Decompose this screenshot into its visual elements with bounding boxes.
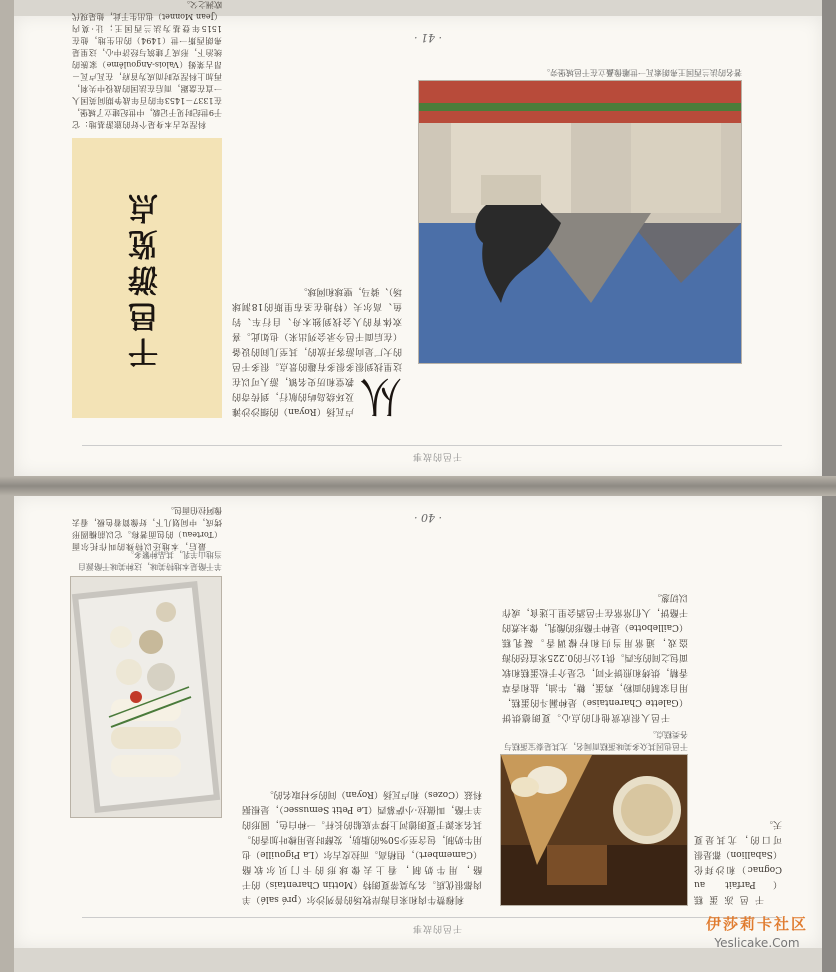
book-gutter [0,476,836,496]
page-40-body [242,526,482,906]
cake-caption: 干邑也因其众多美味蛋糕而闻名，尤其是泰宝蛋糕与各类糕点。 [504,730,688,751]
cheese-platter-image [71,577,221,817]
body-paragraph: 干邑冻蛋糕（Parfait au Cognac）和沙拜伦（Saballion）都是很可口的，尤其是夏天。 [694,819,782,904]
cake-photo [500,754,688,906]
body-paragraph: 利穆赞牛肉和来自海岸牧场的普列沙尔（pré salé）羊肉都很优质。名为莫蒂夏朗特（Mottin Charentais）的干酪，用牛奶制，看上去像球形的卡门贝尔软酪（Camembert），但稍高。而拉皮古尔（La Pigouille）也用牛奶制，包含至少50%的脂肪，发酵时是用橡叶加香的。其名来源于夏朗德河上撑平底船的长杆。一种白色，圆形的羊干酪，叫做拉·小萨慕西（Le Petit Semussec），是根据科兹（Cozes）和卢瓦扬（Royan）间的乡村取名的。 [242,789,482,904]
body-paragraph: 科涅克古本身是个好的旅游基地：它于9世纪时见于记载，中世纪建立了城堡，在1337－1453年的百年战争期间英国人一直在盘踞，而后在法国的战役中失利，再加上科涅克时而成为首府，在瓦卢瓦－昂古莱姆（Valois-Angoulême）家族的统治下，形成了建筑与经济中心，这里是弗朗西斯一世（1494）的出生地，他在1515年登基为法兰西国王；让·莫内（Jean Monnet）也出生于此，他是现代欧洲之父。 [72,0,222,129]
body-paragraph: 干邑人很欣赏他们的点心。夏朗德烘饼（Galette Charentaise）是种漏斗的蛋糕，用自家制的面粉，鸡蛋，糖，牛油，盐和香草香精，烘烤和煎饼不同，它是介于松蛋糕和软面包之间的东西。供1公斤的0.225米直径的海盗戏，通常用当归和柠檬调香。凝乳糕（Caillebotte）是种干酪形的酸乳，像未煮的干酪饼，人们常常在干邑酒会里上迷食，或作以切葱。 [502,592,688,722]
cake-image [501,755,687,905]
body-paragraph: 最后，本地还以特殊的叫作托尔面（Torteau）的包面著称。它以前椭圆形烤成，中间划几下，好像简着色极，看去像阿拉伯面包。 [72,506,222,551]
town-photo-caption: 著名的法兰西国王弗朗索瓦一世雕像矗立在干邑城堡旁。 [542,68,742,77]
cognac-town-photo [418,80,742,364]
drop-cap: 从 [359,372,402,421]
page-40-body-lower [694,526,782,906]
page-40-body-mid [502,524,688,724]
cheese-caption: 羊干酪是本地特美味，这种美味干酪源自当地山羊乳，其品种繁多。 [78,550,222,571]
page-41-body [232,66,402,421]
page-40 [14,496,822,948]
header-rule [82,445,782,446]
cheese-photo [70,576,222,818]
header-rule [82,917,782,918]
body-paragraph: 卢瓦扬（Royan）的细沙沙滩及环绕岛屿的航行，到传奇的教堂和历史名镇，游人可以在这里找到很多很多有趣的景点。很多干邑的大厂是向游客开放的，其至几间的设备（在后面干邑今录会列出来）也如此。喜欢体育的人会找到独木舟、自行车、钓鱼、高尔夫（特地在圣布里斯的18洞球场）、骑马，壁球和网球。 [232,286,402,416]
running-head: 干邑的故事 [411,451,462,461]
page-41-body-right [72,0,222,130]
watermark-cn: 伊莎莉卡社区 [705,915,808,933]
watermark-en: Yeslicake.Com [714,936,800,950]
page-41 [14,0,822,476]
statue-square-image [419,81,741,363]
page-40-body-end [72,506,222,552]
page-number: · 41 · [414,31,442,44]
site-watermark [706,913,808,950]
page-number: · 40 · [414,511,442,524]
section-heading: 干邑游览点 [72,138,222,418]
running-head: 干邑的故事 [411,923,462,933]
